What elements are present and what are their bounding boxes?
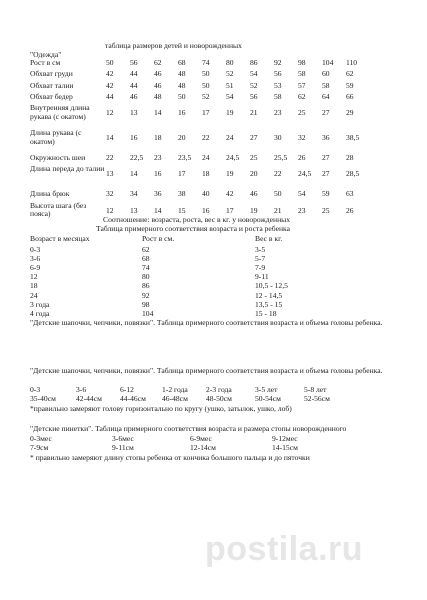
age-table-cell: 0-3 xyxy=(30,245,41,254)
size-table-cell: 98 xyxy=(298,58,306,67)
foot-age-cell: 6-9мес xyxy=(190,434,212,443)
foot-age-cell: 9-12мес xyxy=(272,434,298,443)
size-table-cell: 25 xyxy=(298,108,306,118)
size-table-cell: 14 xyxy=(106,133,114,143)
size-table-cell: 54 xyxy=(226,91,234,101)
size-table-cell: 58 xyxy=(274,91,282,101)
head-size-cell: 48-50см xyxy=(206,394,232,403)
size-table-cell: 15 xyxy=(178,205,186,215)
size-table-cell: 20 xyxy=(250,169,258,179)
size-table-cell: 23 xyxy=(154,153,162,163)
size-table-cell: 25 xyxy=(322,205,330,215)
age-table-cell: 98 xyxy=(142,299,150,309)
size-table-cell: 13 xyxy=(106,169,114,179)
head-size-cell: 44-46см xyxy=(120,394,146,403)
size-row-label: Рост в см xyxy=(30,58,61,67)
size-table-cell: 24 xyxy=(202,153,210,163)
size-table-cell: 44 xyxy=(130,80,138,90)
size-table-cell: 42 xyxy=(106,69,114,79)
size-table-cell: 14 xyxy=(130,169,138,179)
section2-note: "Детские шапочки, чепчики, повязки". Таблица примерного соответствия возраста и объема головы ребенка. xyxy=(30,318,383,327)
size-table-row xyxy=(30,70,370,81)
size-table-cell: 48 xyxy=(154,91,162,101)
size-table-cell: 34 xyxy=(130,189,138,199)
size-table-cell: 27 xyxy=(322,169,330,179)
size-table-cell: 52 xyxy=(226,69,234,79)
size-table-cell: 63 xyxy=(346,189,354,199)
size-table-cell: 17 xyxy=(202,108,210,118)
size-table-cell: 58 xyxy=(322,80,330,90)
section3-note: *правильно замеряют голову горизонтально по кругу (ушко, затылок, ушко, лоб) xyxy=(30,404,292,413)
size-table-cell: 46 xyxy=(154,80,162,90)
age-table-cell: 5-7 xyxy=(255,254,266,264)
size-table-cell: 53 xyxy=(274,80,282,90)
size-table-cell: 27 xyxy=(322,153,330,163)
head-age-cell: 0-3 xyxy=(30,385,41,394)
size-table-cell: 68 xyxy=(178,58,186,67)
age-table-cell: 74 xyxy=(142,263,150,273)
size-table-cell: 16 xyxy=(178,108,186,118)
head-size-cell: 42-44см xyxy=(76,394,102,403)
age-table-cell: 12 xyxy=(30,272,38,282)
size-table-cell: 52 xyxy=(250,80,258,90)
size-table-cell: 25,5 xyxy=(274,153,288,163)
size-table-cell: 50 xyxy=(202,80,210,90)
size-row-label: Длина переда до талии xyxy=(30,164,105,174)
age-table-cell: 9-11 xyxy=(255,272,269,282)
age-table-cell: 12 - 14,5 xyxy=(255,290,283,300)
section3-title: "Детские шапочки, чепчики, повязки". Таблица примерного соответствия возраста и объема головы ребенка. xyxy=(30,366,383,375)
size-row-label: Высота шага (без пояса) xyxy=(30,200,87,219)
size-table-cell: 28 xyxy=(346,153,354,163)
size-table-cell: 57 xyxy=(298,80,306,90)
head-age-cell: 6-12 xyxy=(120,385,134,394)
size-table-cell: 19 xyxy=(226,108,234,118)
size-table-row xyxy=(30,129,370,154)
age-table-cell: 62 xyxy=(142,245,150,254)
size-table-cell: 23 xyxy=(274,108,282,118)
size-table-cell: 58 xyxy=(298,69,306,79)
size-table-cell: 26 xyxy=(346,205,354,215)
size-row-label: Обхват груди xyxy=(30,69,73,79)
section4-note: * правильно замеряют длину стопы ребенка от кончика большого пальца и до пяточки xyxy=(30,453,310,462)
size-table-cell: 29 xyxy=(346,108,354,118)
size-table-cell: 50 xyxy=(274,189,282,199)
size-row-label: Обхват бедер xyxy=(30,91,73,101)
size-table-cell: 24,5 xyxy=(298,169,312,179)
size-table-cell: 46 xyxy=(250,189,258,199)
age-table-cell: 13,5 - 15 xyxy=(255,299,283,309)
size-table-cell: 18 xyxy=(202,169,210,179)
foot-size-cell: 14-15см xyxy=(272,443,298,452)
size-table-cell: 24 xyxy=(226,133,234,143)
size-table-cell: 21 xyxy=(250,108,258,118)
size-table-cell: 27 xyxy=(250,133,258,143)
head-size-cell: 46-48см xyxy=(162,394,188,403)
size-table-cell: 38 xyxy=(178,189,186,199)
age-table-cell: 68 xyxy=(142,254,150,264)
section-label-clothing: "Одежда" xyxy=(30,50,62,59)
size-row-label: Обхват талии xyxy=(30,80,74,90)
head-size-cell: 52-56см xyxy=(304,394,330,403)
age-table-cell: 104 xyxy=(142,308,154,318)
size-table-cell: 40 xyxy=(202,189,210,199)
section2-title: Соотношение: возраста, роста, вес в кг. у новорожденных xyxy=(103,215,291,224)
head-age-cell: 1-2 года xyxy=(162,385,188,394)
size-table-cell: 13 xyxy=(130,205,138,215)
age-height-weight-table xyxy=(30,235,390,325)
size-table-cell: 56 xyxy=(250,91,258,101)
size-table-cell: 16 xyxy=(154,169,162,179)
size-table-cell: 28,5 xyxy=(346,169,360,179)
head-size-cell: 35-40см xyxy=(30,394,56,403)
head-age-cell: 5-8 лет xyxy=(304,385,327,394)
size-table-cell: 38,5 xyxy=(346,133,360,143)
size-table-cell: 22 xyxy=(202,133,210,143)
foot-size-cell: 12-14см xyxy=(190,443,216,452)
age-table-cell: 86 xyxy=(142,281,150,291)
size-table-cell: 14 xyxy=(154,108,162,118)
size-table-cell: 86 xyxy=(250,58,258,67)
size-table-cell: 50 xyxy=(106,58,114,67)
age-table-cell: 3-5 xyxy=(255,245,266,254)
size-table-cell: 104 xyxy=(322,58,334,67)
page-title: таблица размеров детей и новорожденных xyxy=(105,41,242,50)
size-table-cell: 48 xyxy=(178,69,186,79)
size-table-cell: 110 xyxy=(346,58,358,67)
age-table-cell: 92 xyxy=(142,290,150,300)
size-table-cell: 59 xyxy=(346,80,354,90)
age-table-cell: 80 xyxy=(142,272,150,282)
size-table-row xyxy=(30,82,370,93)
size-table-cell: 51 xyxy=(226,80,234,90)
age-table-header: Рост в см. xyxy=(142,234,175,243)
size-table-cell: 22 xyxy=(274,169,282,179)
size-table-cell: 56 xyxy=(274,69,282,79)
size-table-cell: 21 xyxy=(274,205,282,215)
size-table-cell: 13 xyxy=(130,108,138,118)
size-table-cell: 44 xyxy=(130,69,138,79)
size-table-cell: 18 xyxy=(154,133,162,143)
size-table-cell: 44 xyxy=(106,91,114,101)
size-table-row xyxy=(30,59,370,70)
head-age-cell: 2-3 года xyxy=(206,385,232,394)
size-table-cell: 14 xyxy=(154,205,162,215)
size-table-cell: 52 xyxy=(202,91,210,101)
size-table-cell: 42 xyxy=(226,189,234,199)
size-table-row xyxy=(30,165,370,190)
size-table-cell: 56 xyxy=(130,58,138,67)
size-table-cell: 17 xyxy=(226,205,234,215)
foot-size-cell: 7-9см xyxy=(30,443,49,452)
age-table-cell: 3 года xyxy=(30,299,50,309)
size-table-cell: 26 xyxy=(298,153,306,163)
size-table-cell: 59 xyxy=(322,189,330,199)
age-table-cell: 24 xyxy=(30,290,38,300)
section4-title: "Детские пинетки". Таблица примерного соответствия возраста и размера стопы новорожденного xyxy=(30,424,347,433)
foot-size-cell: 9-11см xyxy=(112,443,134,452)
size-table-cell: 32 xyxy=(298,133,306,143)
size-table-cell: 17 xyxy=(178,169,186,179)
size-table-cell: 24,5 xyxy=(226,153,240,163)
size-table-cell: 46 xyxy=(154,69,162,79)
size-row-label: Длина рукава (с окатом) xyxy=(30,128,82,146)
size-table-cell: 62 xyxy=(346,69,354,79)
size-table-cell: 50 xyxy=(178,91,186,101)
size-table-cell: 64 xyxy=(322,91,330,101)
size-table-cell: 92 xyxy=(274,58,282,67)
size-table-cell: 32 xyxy=(106,189,114,199)
size-table-cell: 50 xyxy=(202,69,210,79)
head-age-cell: 3-6 xyxy=(76,385,87,394)
size-row-label: Окружность шеи xyxy=(30,153,86,163)
size-table-cell: 62 xyxy=(298,91,306,101)
size-table-cell: 19 xyxy=(226,169,234,179)
age-table-header: Вес в кг. xyxy=(255,234,283,243)
foot-age-cell: 3-6мес xyxy=(112,434,134,443)
size-table-cell: 16 xyxy=(130,133,138,143)
head-size-cell: 50-54см xyxy=(255,394,281,403)
watermark-logo: postila.ru xyxy=(205,530,364,568)
size-table-cell: 74 xyxy=(202,58,210,67)
age-table-cell: 15 - 18 xyxy=(255,308,277,318)
size-table-cell: 60 xyxy=(322,69,330,79)
size-table-cell: 46 xyxy=(130,91,138,101)
size-table-cell: 48 xyxy=(178,80,186,90)
size-row-label: Внутренняя длина рукава (с окатом) xyxy=(30,103,90,121)
size-table-cell: 20 xyxy=(178,133,186,143)
age-table-cell: 18 xyxy=(30,281,38,291)
age-table-cell: 7-9 xyxy=(255,263,266,273)
size-table-cell: 16 xyxy=(202,205,210,215)
age-table-cell: 4 года xyxy=(30,308,50,318)
foot-age-cell: 0-3мес xyxy=(30,434,52,443)
size-table-cell: 54 xyxy=(298,189,306,199)
size-table-cell: 62 xyxy=(154,58,162,67)
size-table-cell: 12 xyxy=(106,108,114,118)
size-table-cell: 23,5 xyxy=(178,153,192,163)
size-row-label: Длина брюк xyxy=(30,189,70,199)
size-table-cell: 19 xyxy=(250,205,258,215)
size-table-cell: 66 xyxy=(346,91,354,101)
size-table-cell: 36 xyxy=(154,189,162,199)
section2-subtitle: Таблица примерного соответствия возраста и роста ребенка xyxy=(96,224,290,233)
size-table-cell: 23 xyxy=(298,205,306,215)
size-table-cell: 36 xyxy=(322,133,330,143)
size-table-cell: 30 xyxy=(274,133,282,143)
clothing-size-table xyxy=(30,59,370,227)
size-table-cell: 80 xyxy=(226,58,234,67)
size-table-cell: 42 xyxy=(106,80,114,90)
size-table-cell: 25 xyxy=(250,153,258,163)
age-table-cell: 10,5 - 12,5 xyxy=(255,281,288,291)
size-table-cell: 27 xyxy=(322,108,330,118)
size-table-cell: 12 xyxy=(106,205,114,215)
head-age-cell: 3-5 лет xyxy=(255,385,278,394)
size-table-cell: 54 xyxy=(250,69,258,79)
age-table-cell: 6-9 xyxy=(30,263,41,273)
size-table-cell: 22 xyxy=(106,153,114,163)
size-table-cell: 22,5 xyxy=(130,153,144,163)
age-table-header: Возраст в месяцах xyxy=(30,234,90,243)
age-table-cell: 3-6 xyxy=(30,254,41,264)
size-table-row xyxy=(30,104,370,129)
